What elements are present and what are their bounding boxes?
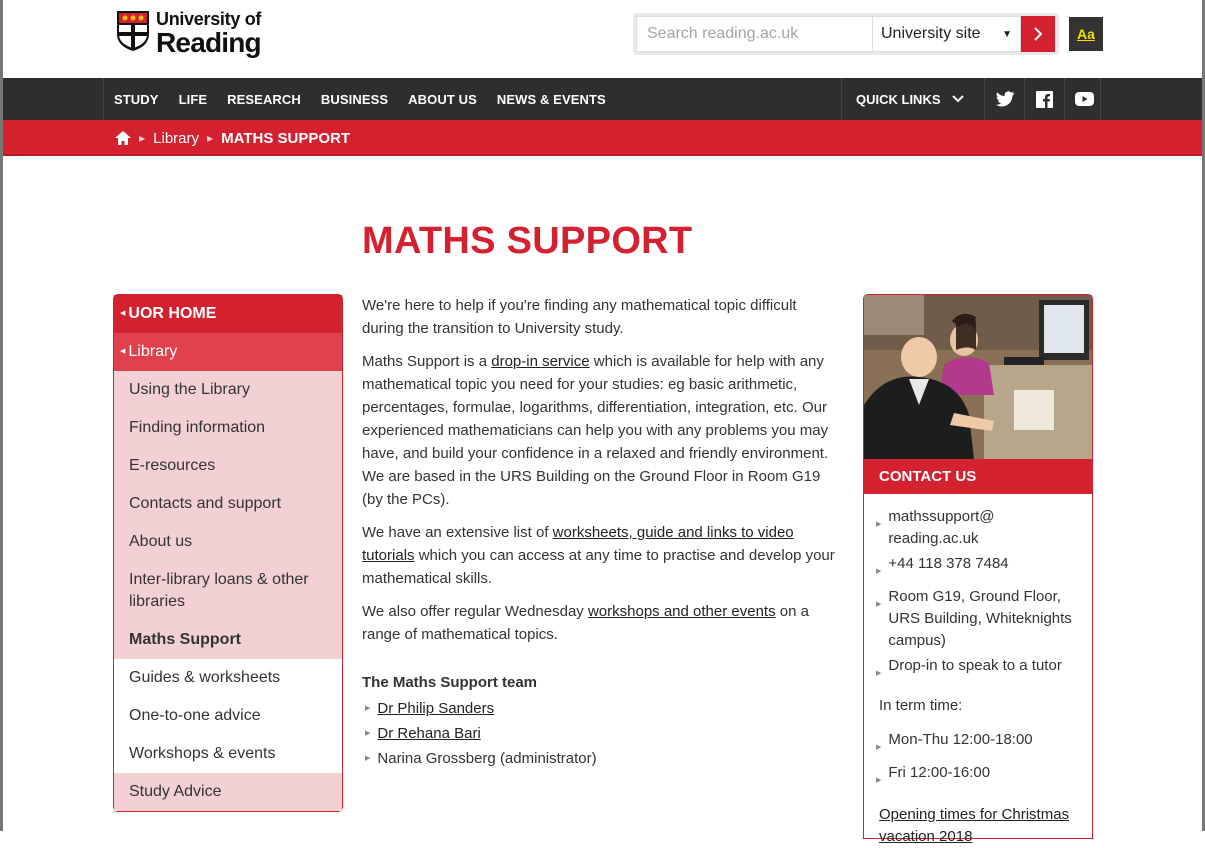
team-member-link[interactable]: Dr Philip Sanders — [377, 700, 495, 717]
crest-icon — [116, 10, 150, 52]
university-logo[interactable] — [116, 10, 261, 57]
sidebar-item-about-us[interactable]: About us — [114, 523, 342, 561]
list-item — [876, 655, 1082, 685]
nav-item-study[interactable]: STUDY — [114, 91, 159, 107]
sidebar-item-finding-information[interactable]: Finding information — [114, 409, 342, 447]
nav-item-life[interactable]: LIFE — [178, 91, 208, 107]
workshops-paragraph — [362, 600, 842, 646]
sidebar-item-workshops-events[interactable]: Workshops & events — [114, 735, 342, 773]
paragraph-text: which you can access at any time to practise and develop your mathematical skills. — [362, 547, 835, 587]
sidebar-item-label: UOR HOME — [128, 305, 217, 322]
sidebar-item-guides-worksheets[interactable]: Guides & worksheets — [114, 659, 342, 697]
contact-email[interactable] — [888, 506, 994, 550]
email-part: mathssupport@ — [888, 508, 995, 525]
chevron-right-icon — [1033, 27, 1043, 41]
dropdown-arrow-icon: ▼ — [1002, 28, 1012, 40]
back-arrow-icon: ◀ — [120, 348, 126, 355]
nav-item-about-us[interactable]: ABOUT US — [408, 91, 477, 107]
sidebar-item-one-to-one-advice[interactable]: One-to-one advice — [114, 697, 342, 735]
twitter-icon — [995, 91, 1015, 108]
contact-list — [876, 506, 1082, 685]
twitter-link[interactable] — [984, 78, 1024, 120]
paragraph-text: Maths Support is a — [362, 353, 492, 370]
nav-item-business[interactable]: BUSINESS — [320, 91, 389, 107]
paragraph-text: We also offer regular Wednesday — [362, 603, 588, 620]
bullet-icon: ▶ — [876, 670, 882, 677]
home-icon[interactable] — [115, 131, 131, 145]
sidebar-item-contacts-support[interactable]: Contacts and support — [114, 485, 342, 523]
logo-text-top: University of — [156, 9, 262, 29]
bullet-icon: ▶ — [365, 755, 371, 762]
breadcrumb — [115, 120, 350, 156]
sidebar-item-library[interactable] — [114, 333, 342, 371]
team-member-link[interactable]: Dr Rehana Bari — [377, 725, 481, 742]
list-item — [876, 586, 1082, 652]
sidebar-item-e-resources[interactable]: E-resources — [114, 447, 342, 485]
search-bar — [633, 13, 1059, 55]
font-size-toggle-button[interactable] — [1069, 17, 1103, 51]
main-content — [362, 294, 842, 771]
bullet-icon: ▶ — [876, 521, 882, 528]
sidebar-item-label: Library — [128, 343, 178, 360]
list-item — [876, 553, 1082, 583]
contact-dropin: Drop-in to speak to a tutor — [888, 657, 1062, 674]
paragraph-text: which is available for help with any mathematical topic you need for your studies: eg basic arithmetic, percentages, formulae, logarithms, differentiation, integration, etc. Our experienced mathematicians can help you with any problems you may have, and build your confidence in a relaxed and friendly environment. We are based in the URS Building on the Ground Floor in Room G19 (by the PCs). — [362, 353, 829, 508]
term-time-label: In term time: — [879, 697, 963, 714]
staff-photo — [864, 295, 1092, 459]
christmas-opening-times-link[interactable]: Opening times for Christmas vacation 2018 — [879, 806, 1070, 845]
quick-links-button[interactable] — [841, 78, 965, 120]
sidebar-item-using-library[interactable]: Using the Library — [114, 371, 342, 409]
contact-panel — [863, 294, 1093, 845]
search-scope-value: University site — [881, 25, 981, 42]
breadcrumb-separator-icon: ▶ — [207, 133, 214, 143]
team-member-name: Narina Grossberg (administrator) — [377, 750, 597, 767]
bullet-icon: ▶ — [876, 568, 882, 575]
worksheets-paragraph — [362, 521, 842, 590]
sidebar-item-study-advice[interactable]: Study Advice — [114, 773, 342, 811]
list-item — [362, 696, 842, 721]
breadcrumb-separator-icon: ▶ — [139, 133, 146, 143]
sidebar-item-inter-library-loans[interactable]: Inter-library loans & other libraries — [114, 561, 342, 621]
sidebar-nav — [113, 294, 343, 812]
list-item — [362, 746, 842, 771]
list-item — [876, 762, 1082, 792]
nav-item-news-events[interactable]: NEWS & EVENTS — [496, 91, 606, 107]
bullet-icon: ▶ — [876, 744, 882, 751]
back-arrow-icon: ◀ — [120, 310, 126, 317]
hours-entry: Mon-Thu 12:00-18:00 — [888, 731, 1033, 748]
facebook-link[interactable] — [1024, 78, 1064, 120]
sidebar-item-uor-home[interactable] — [114, 295, 342, 333]
workshops-link[interactable]: workshops and other events — [587, 603, 776, 620]
contact-heading: CONTACT US — [864, 459, 1092, 494]
breadcrumb-library[interactable]: Library — [153, 129, 200, 147]
search-button[interactable] — [1021, 16, 1055, 52]
worksheets-link[interactable]: worksheets, guide and links to video tutorials — [362, 524, 794, 564]
font-size-toggle-label: Aa — [1077, 26, 1095, 42]
nav-item-research[interactable]: RESEARCH — [227, 91, 301, 107]
logo-text-bottom: Reading — [156, 27, 261, 58]
site-header — [3, 0, 1202, 78]
breadcrumb-bar — [3, 120, 1202, 156]
youtube-icon — [1075, 92, 1094, 106]
sidebar-item-maths-support[interactable]: Maths Support — [114, 621, 342, 659]
paragraph-text: on a range of mathematical topics. — [362, 603, 809, 643]
paragraph-text: We have an extensive list of — [362, 524, 553, 541]
social-links — [984, 78, 1104, 120]
team-list — [362, 696, 842, 771]
intro-paragraph: We're here to help if you're finding any mathematical topic difficult during the transition to University study. — [362, 297, 797, 337]
hours-entry: Fri 12:00-16:00 — [888, 764, 991, 781]
quick-links-label: QUICK LINKS — [856, 91, 941, 107]
page-title: MATHS SUPPORT — [362, 220, 693, 262]
team-heading: The Maths Support team — [362, 674, 538, 691]
drop-in-service-link[interactable]: drop-in service — [491, 353, 590, 370]
chevron-down-icon — [951, 92, 965, 106]
contact-phone: +44 118 378 7484 — [888, 555, 1009, 572]
list-item — [362, 721, 842, 746]
list-item — [876, 729, 1082, 759]
email-part: reading.ac.uk — [888, 530, 979, 547]
bullet-icon: ▶ — [876, 777, 882, 784]
youtube-link[interactable] — [1064, 78, 1104, 120]
bullet-icon: ▶ — [365, 730, 371, 737]
bullet-icon: ▶ — [365, 705, 371, 712]
hours-list — [876, 729, 1082, 792]
contact-location: Room G19, Ground Floor, URS Building, Whiteknights campus) — [888, 588, 1072, 649]
list-item — [876, 506, 1082, 550]
dropin-paragraph — [362, 350, 842, 511]
facebook-icon — [1036, 91, 1053, 108]
search-input[interactable] — [636, 16, 873, 52]
main-navigation — [3, 78, 1202, 120]
bullet-icon: ▶ — [876, 601, 882, 608]
search-scope-select[interactable] — [873, 16, 1021, 52]
breadcrumb-current: MATHS SUPPORT — [221, 129, 351, 147]
nav-menu — [114, 78, 626, 120]
